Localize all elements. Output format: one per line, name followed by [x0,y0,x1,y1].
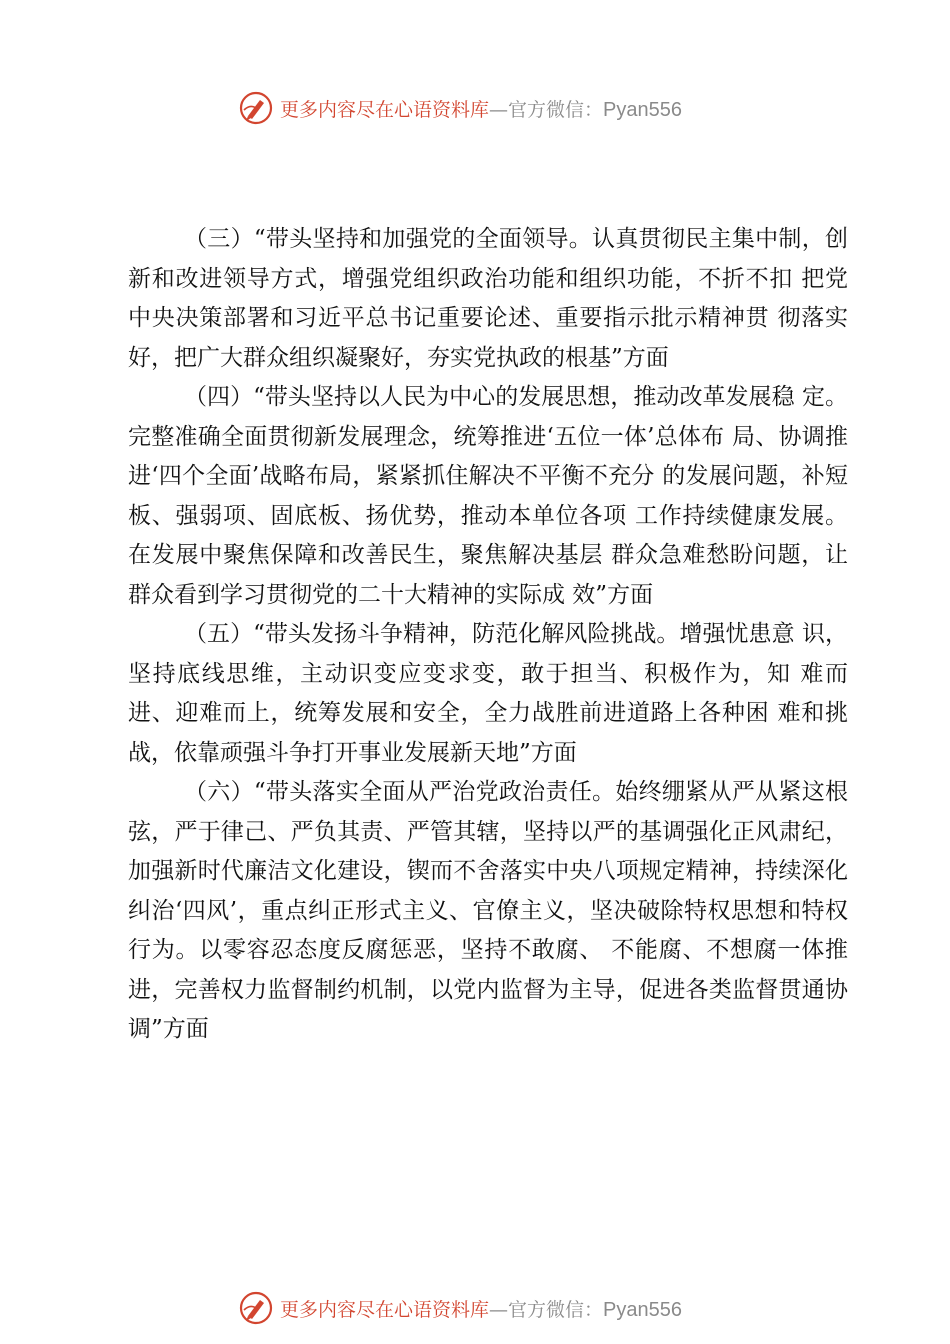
pen-circle-icon [238,90,274,126]
header-watermark [238,88,758,128]
pen-circle-icon [238,1290,274,1326]
watermark-text [280,95,682,122]
paragraph-3: （三）“带头坚持和加强党的全面领导。认真贯彻民主集中制，创新和改进领导方式，增强党组织政治功能和组织功能，不折不扣 把党中央决策部署和习近平总书记重要论述、重要指示批示精神贯 彻落实好，把广大群众组织凝聚好，夯实党执政的根基”方面 [128,226,848,371]
paragraph-4: （四）“带头坚持以人民为中心的发展思想，推动改革发展稳 定。完整准确全面贯彻新发展理念，统筹推进‘五位一体’总体布 局、协调推进‘四个全面’战略布局，紧紧抓住解决不平衡不充分 的发展问题，补短板、强弱项、固底板、扬优势，推动本单位各项 工作持续健康发展。在发展中聚焦保障和改善民生，聚焦解决基层 群众急难愁盼问题，让群众看到学习贯彻党的二十大精神的实际成 效”方面 [128,384,848,608]
paragraph-6: （六）“带头落实全面从严治党政治责任。始终绷紧从严从紧这根弦，严于律己、严负其责、严管其辖，坚持以严的基调强化正风肃纪，加强新时代廉洁文化建设，锲而不舍落实中央八项规定精神，持续深化纠治‘四风’，重点纠正形式主义、官僚主义，坚决破除特权思想和特权行为。以零容忍态度反腐惩恶，坚持不敢腐、 不能腐、不想腐一体推进，完善权力监督制约机制，以党内监督为主导，促进各类监督贯通协调”方面 [128,779,848,1042]
footer-watermark [238,1288,758,1328]
watermark-red-text: 更多内容尽在心语资料库 [280,98,490,121]
document-body [128,220,848,1050]
paragraph-5: （五）“带头发扬斗争精神，防范化解风险挑战。增强忧患意 识，坚持底线思维，主动识变应变求变，敢于担当、积极作为，知 难而进、迎难而上，统筹发展和安全，全力战胜前进道路上各种困 难和挑战，依靠顽强斗争打开事业发展新天地”方面 [128,621,848,766]
watermark-text [280,1295,682,1322]
watermark-gray-text: —官方微信： [489,98,604,121]
watermark-gray-text: —官方微信： [489,1298,604,1321]
watermark-handle: Pyan556 [603,98,682,121]
watermark-handle: Pyan556 [603,1298,682,1321]
watermark-red-text: 更多内容尽在心语资料库 [280,1298,490,1321]
